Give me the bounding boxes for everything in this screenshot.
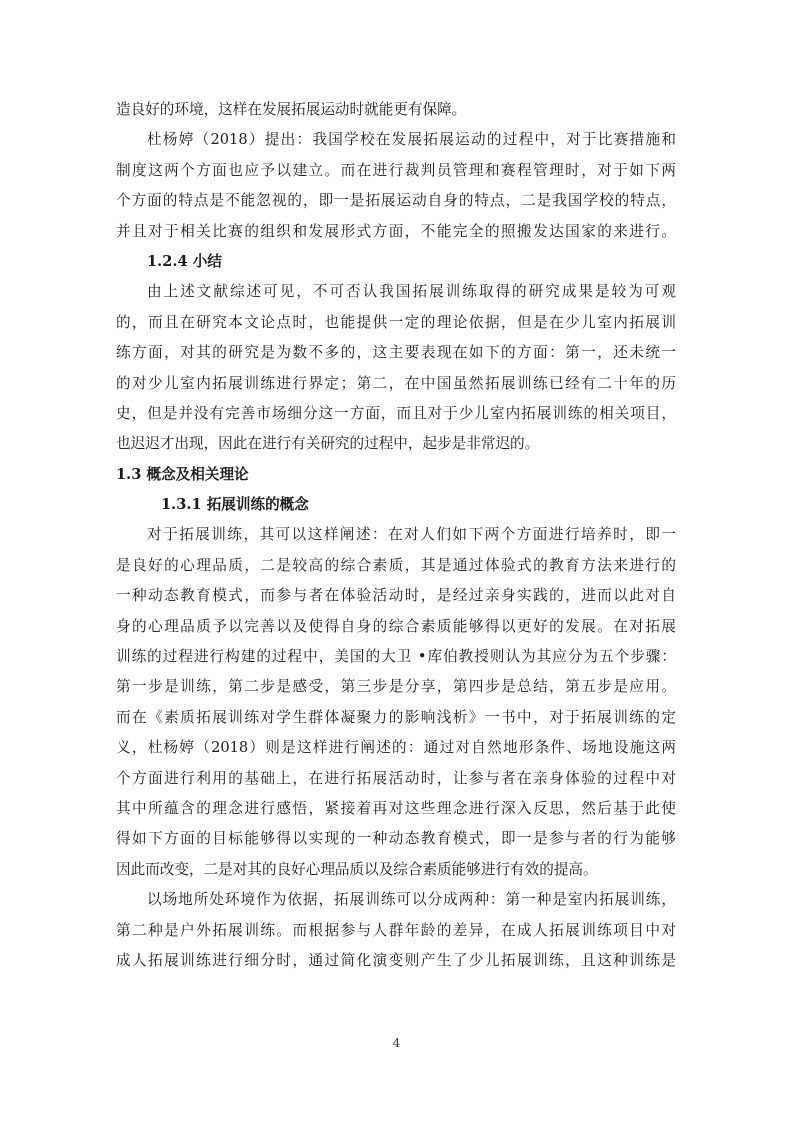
section-heading-1-2-4: 1.2.4 小结	[147, 252, 222, 270]
paragraph-line: 身的心理品质予以完善以及使得自身的综合素质能够得以更好的发展。在对拓展	[116, 617, 676, 635]
paragraph-line: 以场地所处环境作为依据，拓展训练可以分成两种：第一种是室内拓展训练，	[147, 891, 676, 909]
paragraph-line: 成人拓展训练进行细分时，通过简化演变则产生了少儿拓展训练，且这种训练是	[116, 951, 676, 969]
paragraph-line: 其中所蕴含的理念进行感悟，紧接着再对这些理念进行深入反思，然后基于此使	[116, 799, 676, 817]
paragraph-line: 义，杜杨婷（2018）则是这样进行阐述的：通过对自然地形条件、场地设施这两	[116, 739, 676, 757]
paragraph-line: 而在《素质拓展训练对学生群体凝聚力的影响浅析》一书中，对于拓展训练的定	[116, 708, 676, 726]
paragraph-line: 是良好的心理品质，二是较高的综合素质，其是通过体验式的教育方法来进行的	[116, 556, 676, 574]
page-number: 4	[392, 1036, 401, 1050]
paragraph-line: 对于拓展训练，其可以这样阐述：在对人们如下两个方面进行培养时，即一	[147, 526, 676, 544]
paragraph-line: 造良好的环境，这样在发展拓展运动时就能更有保障。	[116, 101, 467, 118]
paragraph-line: 并且对于相关比赛的组织和发展形式方面，不能完全的照搬发达国家的来进行。	[116, 222, 676, 240]
paragraph-line: 由上述文献综述可见，不可否认我国拓展训练取得的研究成果是较为可观	[147, 283, 676, 301]
paragraph-line: 训练的过程进行构建的过程中，美国的大卫 •库伯教授则认为其应分为五个步骤：	[116, 648, 676, 666]
paragraph-line: 也迟迟才出现，因此在进行有关研究的过程中，起步是非常迟的。	[116, 435, 540, 453]
paragraph-line: 史，但是并没有完善市场细分这一方面，而且对于少儿室内拓展训练的相关项目，	[116, 404, 676, 422]
section-heading-1-3-1: 1.3.1 拓展训练的概念	[161, 496, 309, 514]
section-heading-1-3: 1.3 概念及相关理论	[116, 465, 249, 483]
paragraph-line: 第一步是训练，第二步是感受，第三步是分享，第四步是总结，第五步是应用。	[116, 678, 676, 696]
paragraph-line: 练方面，对其的研究是为数不多的，这主要表现在如下的方面：第一，还未统一	[116, 344, 676, 362]
paragraph-line: 杜杨婷（2018）提出：我国学校在发展拓展运动的过程中，对于比赛措施和	[147, 131, 676, 149]
paragraph-line: 一种动态教育模式，而参与者在体验活动时，是经过亲身实践的，进而以此对自	[116, 587, 676, 605]
paragraph-line: 因此而改变，二是对其的良好心理品质以及综合素质能够进行有效的提高。	[116, 860, 598, 878]
paragraph-line: 第二种是户外拓展训练。而根据参与人群年龄的差异，在成人拓展训练项目中对	[116, 921, 676, 939]
paragraph-line: 个方面进行利用的基础上，在进行拓展活动时，让参与者在亲身体验的过程中对	[116, 769, 676, 787]
paragraph-line: 的对少儿室内拓展训练进行界定；第二，在中国虽然拓展训练已经有二十年的历	[116, 374, 676, 392]
paragraph-line: 个方面的特点是不能忽视的，即一是拓展运动自身的特点，二是我国学校的特点，	[116, 192, 676, 210]
paragraph-line: 制度这两个方面也应予以建立。而在进行裁判员管理和赛程管理时，对于如下两	[116, 161, 676, 179]
paragraph-line: 得如下方面的目标能够得以实现的一种动态教育模式，即一是参与者的行为能够	[116, 830, 676, 848]
paragraph-line: 的，而且在研究本文论点时，也能提供一定的理论依据，但是在少儿室内拓展训	[116, 313, 676, 331]
body-text	[116, 95, 676, 976]
